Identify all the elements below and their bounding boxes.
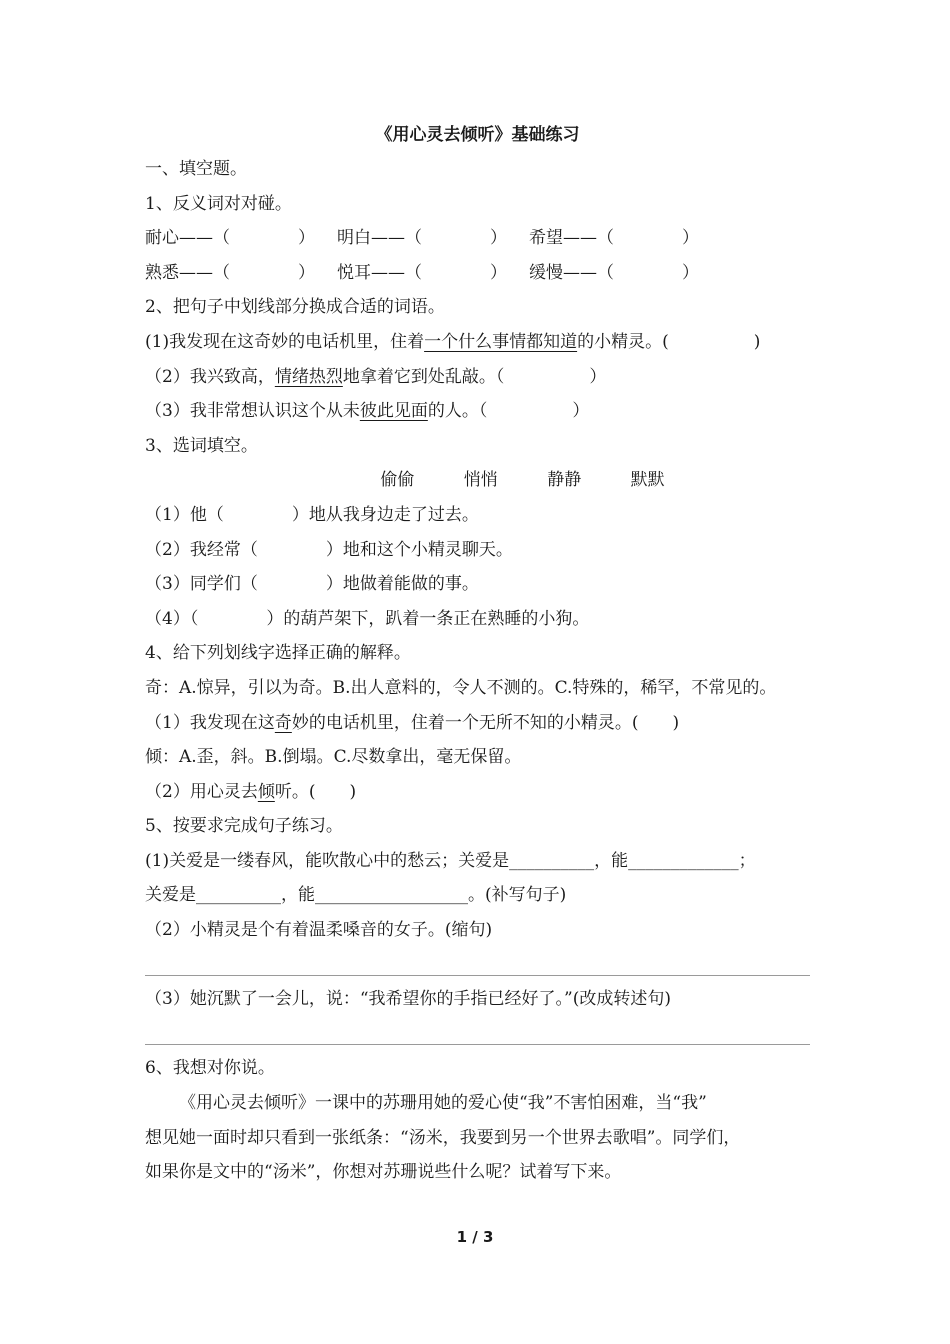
q1-heading: 1、反义词对对碰。 [145, 193, 292, 214]
underlined-phrase: 情绪热烈 [274, 366, 343, 387]
word-bank [145, 463, 810, 498]
q3-item: （4）（ ）的葫芦架下，趴着一条正在熟睡的小狗。 [145, 608, 590, 629]
q6-heading: 6、我想对你说。 [145, 1058, 275, 1079]
q6-paragraph-line: 《用心灵去倾听》一课中的苏珊用她的爱心使“我”不害怕困难，当“我” [179, 1093, 707, 1114]
q4-sentence-1 [145, 706, 810, 741]
word-option: 默默 [630, 470, 665, 491]
underlined-phrase: 彼此见面 [359, 401, 428, 422]
q5-heading: 5、按要求完成句子练习。 [145, 816, 343, 837]
worksheet [145, 118, 810, 1190]
word-option: 偷偷 [380, 470, 415, 491]
q1-row-1 [145, 221, 810, 256]
antonym-item: 耐心——（ ） [145, 228, 315, 249]
sentence-text: 听。( ) [274, 781, 357, 802]
q4-sentence-2 [145, 775, 810, 810]
sentence-text: 地拿着它到处乱敲。（ ） [342, 366, 607, 387]
q2-heading: 2、把句子中划线部分换成合适的词语。 [145, 297, 445, 318]
word-option: 悄悄 [463, 470, 498, 491]
sentence-text: （2）用心灵去 [145, 781, 258, 802]
sentence-text: 的小精灵。( ) [577, 331, 761, 352]
q3-heading: 3、选词填空。 [145, 435, 258, 456]
q3-item: （2）我经常（ ）地和这个小精灵聊天。 [145, 539, 513, 560]
q4-definition-2: 倾：A.歪，斜。B.倒塌。C.尽数拿出，毫无保留。 [145, 747, 522, 768]
underlined-phrase: 一个什么事情都知道 [424, 331, 578, 352]
q6-paragraph-line: 如果你是文中的“汤米”，你想对苏珊说些什么呢？试着写下来。 [145, 1162, 622, 1183]
q2-sentence-2 [145, 360, 810, 395]
q4-heading: 4、给下列划线字选择正确的解释。 [145, 643, 411, 664]
antonym-item: 熟悉——（ ） [145, 262, 315, 283]
section-heading: 一、填空题。 [145, 159, 247, 179]
q6-paragraph-line: 想见她一面时却只看到一张纸条：“汤米，我要到另一个世界去歌唱”。同学们， [145, 1127, 741, 1148]
page-title: 《用心灵去倾听》基础练习 [375, 125, 580, 145]
q5-sentence-1a: (1)关爱是一缕春风，能吹散心中的愁云；关爱是__________，能_____________； [145, 850, 756, 871]
page-number: 1 / 3 [456, 1228, 494, 1246]
q1-row-2 [145, 256, 810, 291]
q5-sentence-3: （3）她沉默了一会儿，说：“我希望你的手指已经好了。”(改成转述句) [145, 989, 671, 1010]
answer-line[interactable] [145, 948, 810, 983]
sentence-text: （2）我兴致高， [145, 366, 275, 387]
antonym-item: 悦耳——（ ） [337, 262, 507, 283]
q2-sentence-3 [145, 394, 810, 429]
sentence-text: （1）我发现在这 [145, 712, 275, 733]
sentence-text: 的人。（ ） [427, 401, 590, 422]
q5-sentence-1b: 关爱是__________，能__________________。(补写句子) [145, 885, 567, 906]
sentence-text: 妙的电话机里，住着一个无所不知的小精灵。( ) [291, 712, 680, 733]
answer-line[interactable] [145, 1017, 810, 1052]
antonym-item: 缓慢——（ ） [529, 262, 699, 283]
q5-sentence-2: （2）小精灵是个有着温柔嗓音的女子。(缩句) [145, 920, 493, 941]
q3-item: （1）他（ ）地从我身边走了过去。 [145, 504, 479, 525]
sentence-text: (1)我发现在这奇妙的电话机里，住着 [145, 331, 425, 352]
antonym-item: 希望——（ ） [529, 228, 699, 249]
q3-item: （3）同学们（ ）地做着能做的事。 [145, 574, 479, 595]
q2-sentence-1 [145, 325, 810, 360]
underlined-char: 倾 [257, 781, 275, 802]
sentence-text: （3）我非常想认识这个从未 [145, 401, 360, 422]
q4-definition-1: 奇：A.惊异，引以为奇。B.出人意料的，令人不测的。C.特殊的，稀罕，不常见的。 [145, 677, 777, 698]
word-option: 静静 [547, 470, 582, 491]
underlined-char: 奇 [274, 712, 292, 733]
antonym-item: 明白——（ ） [337, 228, 507, 249]
